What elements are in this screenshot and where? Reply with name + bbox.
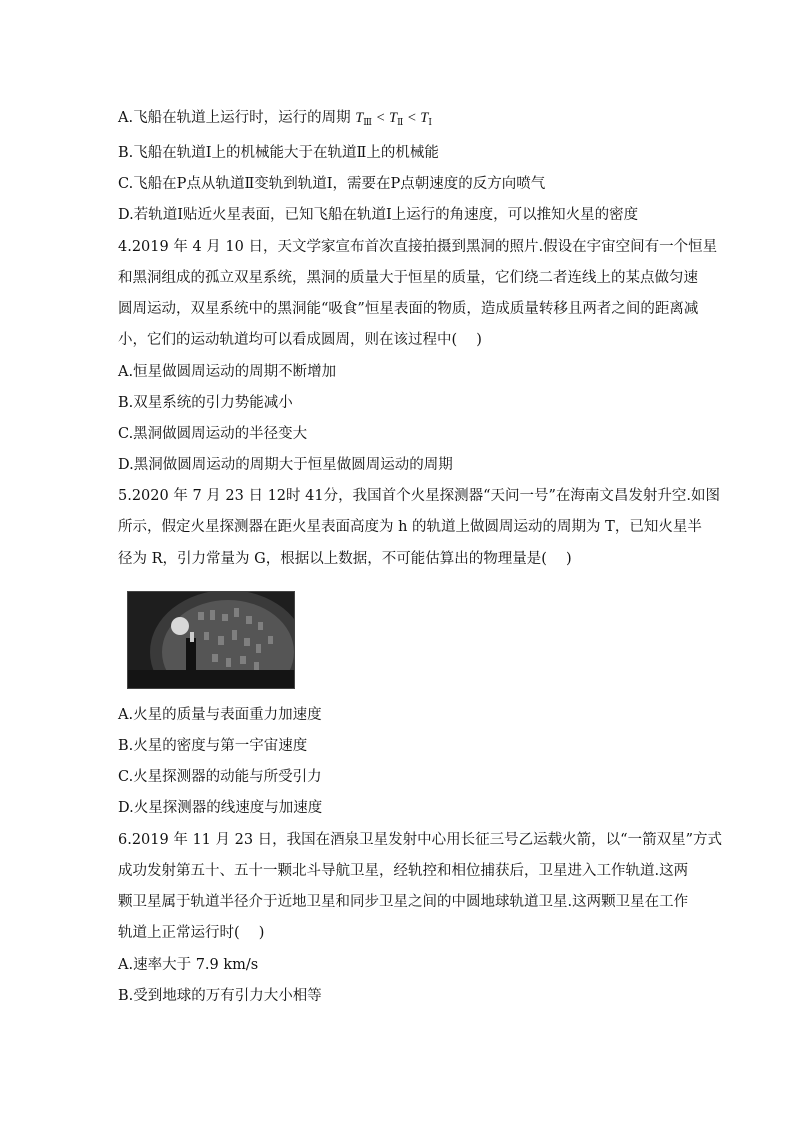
q5-option-a: A.火星的质量与表面重力加速度 (118, 707, 322, 723)
q4-option-d: D.黑洞做圆周运动的周期大于恒星做圆周运动的周期 (118, 457, 453, 473)
q6-option-a: A.速率大于 7.9 km/s (118, 957, 259, 973)
q5-option-d: D.火星探测器的线速度与加速度 (118, 800, 323, 816)
q3-option-a-text: A.飞船在轨道上运行时，运行的周期 (118, 110, 351, 126)
q6-stem-line-3: 颗卫星属于轨道半径介于近地卫星和同步卫星之间的中圆地球轨道卫星.这两颗卫星在工作 (118, 894, 689, 910)
q3-option-a-formula: $T_Ⅲ < T_Ⅱ < T_Ⅰ$ (355, 110, 432, 127)
q4-option-a: A.恒星做圆周运动的周期不断增加 (118, 364, 337, 380)
q3-option-b: B.飞船在轨道Ⅰ上的机械能大于在轨道Ⅱ上的机械能 (118, 145, 439, 161)
q4-stem-line-1: 4.2019 年 4 月 10 日，天文学家宣布首次直接拍摄到黑洞的照片.假设在宇宙空间有一个恒星 (118, 239, 718, 255)
q5-option-c: C.火星探测器的动能与所受引力 (118, 769, 322, 785)
q3-option-c: C.飞船在P点从轨道Ⅱ变轨到轨道Ⅰ，需要在P点朝速度的反方向喷气 (118, 176, 546, 192)
q6-stem-line-4: 轨道上正常运行时( ) (118, 925, 265, 941)
mars-probe-photo (127, 591, 295, 689)
q6-stem-line-1: 6.2019 年 11 月 23 日，我国在酒泉卫星发射中心用长征三号乙运载火箭，以“一箭双星”方式 (118, 832, 723, 848)
q6-stem-line-2: 成功发射第五十、五十一颗北斗导航卫星，经轨控和相位捕获后，卫星进入工作轨道.这两 (118, 863, 689, 879)
q3-option-d: D.若轨道Ⅰ贴近火星表面，已知飞船在轨道Ⅰ上运行的角速度，可以推知火星的密度 (118, 207, 639, 223)
q4-stem-line-4: 小，它们的运动轨道均可以看成圆周，则在该过程中( ) (118, 332, 482, 348)
q5-stem-line-1: 5.2020 年 7 月 23 日 12时 41分，我国首个火星探测器“天问一号”在海南文昌发射升空.如图 (118, 488, 721, 504)
q6-option-b: B.受到地球的万有引力大小相等 (118, 988, 322, 1004)
q5-stem-line-2: 所示，假定火星探测器在距火星表面高度为 h 的轨道上做圆周运动的周期为 T，已知火星半 (118, 519, 702, 535)
q5-stem-line-3: 径为 R，引力常量为 G，根据以上数据，不可能估算出的物理量是( ) (118, 551, 572, 567)
mars-probe-photo-graphic (128, 592, 294, 688)
q5-option-b: B.火星的密度与第一宇宙速度 (118, 738, 308, 754)
q3-option-a (118, 108, 432, 132)
q4-option-c: C.黑洞做圆周运动的半径变大 (118, 426, 308, 442)
q4-stem-line-2: 和黑洞组成的孤立双星系统，黑洞的质量大于恒星的质量，它们绕二者连线上的某点做匀速 (118, 270, 698, 286)
q4-stem-line-3: 圆周运动，双星系统中的黑洞能“吸食”恒星表面的物质，造成质量转移且两者之间的距离减 (118, 301, 699, 317)
q4-option-b: B.双星系统的引力势能减小 (118, 395, 293, 411)
